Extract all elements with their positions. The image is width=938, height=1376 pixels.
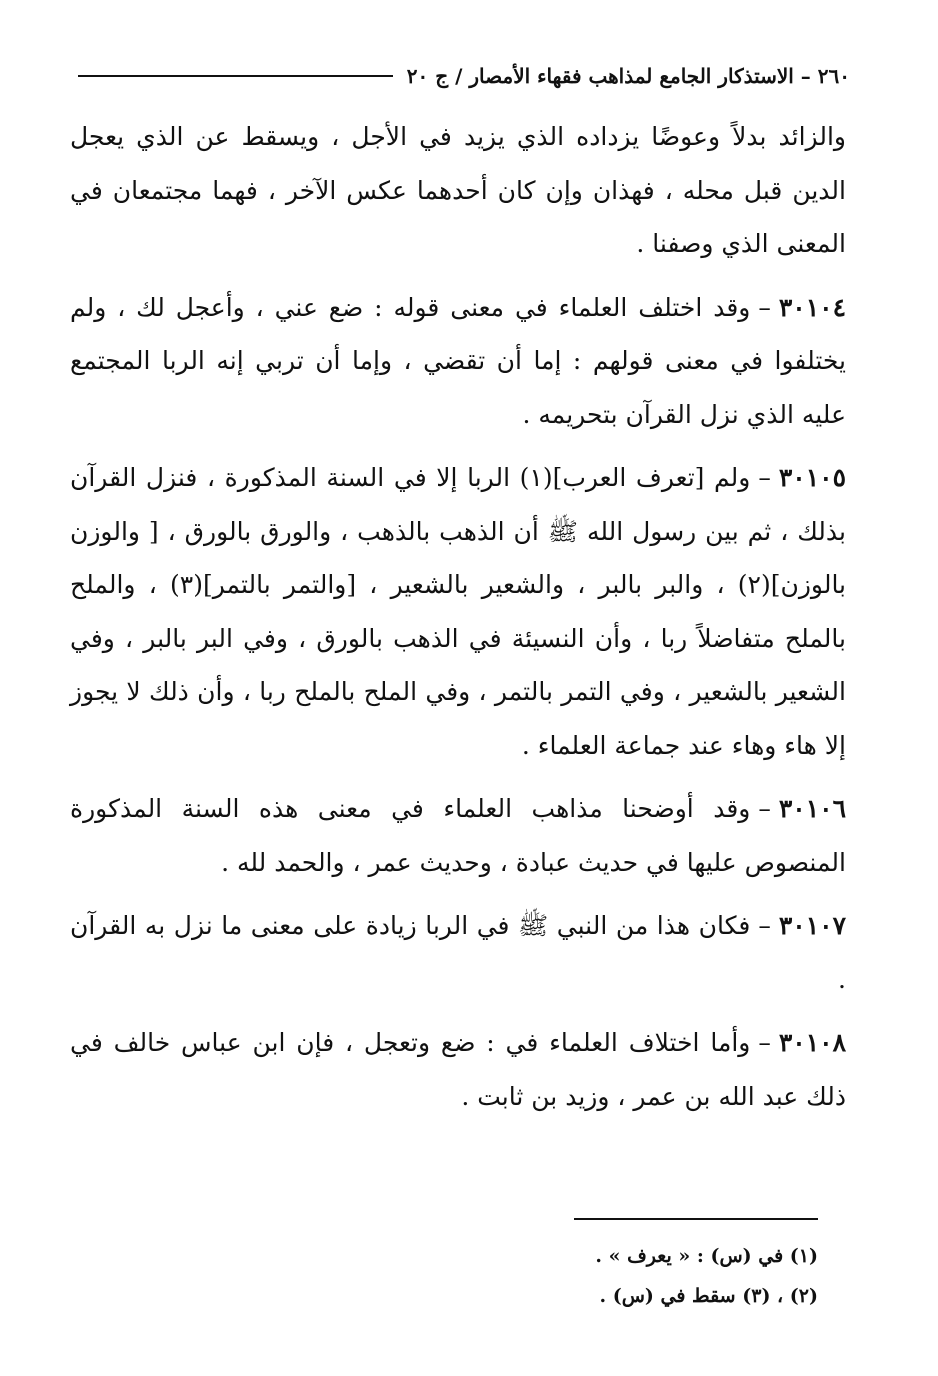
footnote-separator <box>574 1218 818 1220</box>
paragraph-dash: – <box>758 1028 771 1057</box>
intro-paragraph <box>70 110 846 271</box>
running-header <box>78 58 850 94</box>
paragraph-text: وقد أوضحنا مذاهب العلماء في معنى هذه السنة المذكورة المنصوص عليها في حديث عبادة ، وحديث عمر ، والحمد لله . <box>70 794 846 877</box>
paragraph-text: وأما اختلاف العلماء في : ضع وتعجل ، فإن ابن عباس خالف في ذلك عبد الله بن عمر ، وزيد بن ثابت . <box>70 1028 846 1111</box>
paragraph-dash: – <box>758 794 771 823</box>
paragraph-30107 <box>70 899 846 1006</box>
paragraph-number: ٣٠١٠٦ <box>778 794 846 823</box>
paragraph-text: وقد اختلف العلماء في معنى قوله : ضع عني ، وأعجل لك ، ولم يختلفوا في معنى قولهم : إما أن تقضي ، وإما أن تربي إنه الربا المجتمع عليه الذي نزل القرآن بتحريمه . <box>70 292 846 429</box>
paragraph-number: ٣٠١٠٧ <box>778 911 846 940</box>
footnote-2: (٢) ، (٣) سقط في (س) . <box>599 1285 818 1307</box>
paragraph-30108 <box>70 1016 846 1123</box>
paragraph-number: ٣٠١٠٨ <box>778 1028 846 1057</box>
paragraph-30106 <box>70 782 846 889</box>
paragraph-number: ٣٠١٠٥ <box>778 463 846 492</box>
paragraph-dash: – <box>758 911 771 940</box>
footnote-1: (١) في (س) : « يعرف » . <box>595 1245 818 1267</box>
paragraph-text: ولم [تعرف العرب](١) الربا إلا في السنة المذكورة ، فنزل القرآن بذلك ، ثم بين رسول الله ﷺ أن الذهب بالذهب ، والورق بالورق ، [ والوزن بالوزن](٢) ، والبر بالبر ، والشعير بالشعير ، [والتمر بالتمر](٣) ، والملح بالملح متفاضلاً ربا ، وأن النسيئة في الذهب بالورق ، وفي البر بالبر ، وفي الشعير بالشعير ، وفي التمر بالتمر ، وفي الملح بالملح ربا ، وأن ذلك لا يجوز إلا هاء وهاء عند جماعة العلماء . <box>70 463 847 760</box>
paragraph-text: فكان هذا من النبي ﷺ في الربا زيادة على معنى ما نزل به القرآن . <box>70 911 846 994</box>
paragraph-number: ٣٠١٠٤ <box>778 292 846 322</box>
paragraph-dash: – <box>758 292 771 322</box>
running-header-text: ٢٦٠ – الاستذكار الجامع لمذاهب فقهاء الأمصار / ج ٢٠ <box>406 64 850 88</box>
header-rule <box>78 75 393 77</box>
paragraph-30104 <box>70 281 846 442</box>
paragraph-dash: – <box>758 463 771 492</box>
footnotes <box>70 1236 818 1316</box>
paragraph-30105 <box>70 451 846 772</box>
main-text <box>70 110 846 1133</box>
intro-text: والزائد بدلاً وعوضًا يزداده الذي يزيد في الأجل ، ويسقط عن الذي يعجل الدين قبل محله ، فهذان وإن كان أحدهما عكس الآخر ، فهما مجتمعان في المعنى الذي وصفنا . <box>70 122 846 258</box>
